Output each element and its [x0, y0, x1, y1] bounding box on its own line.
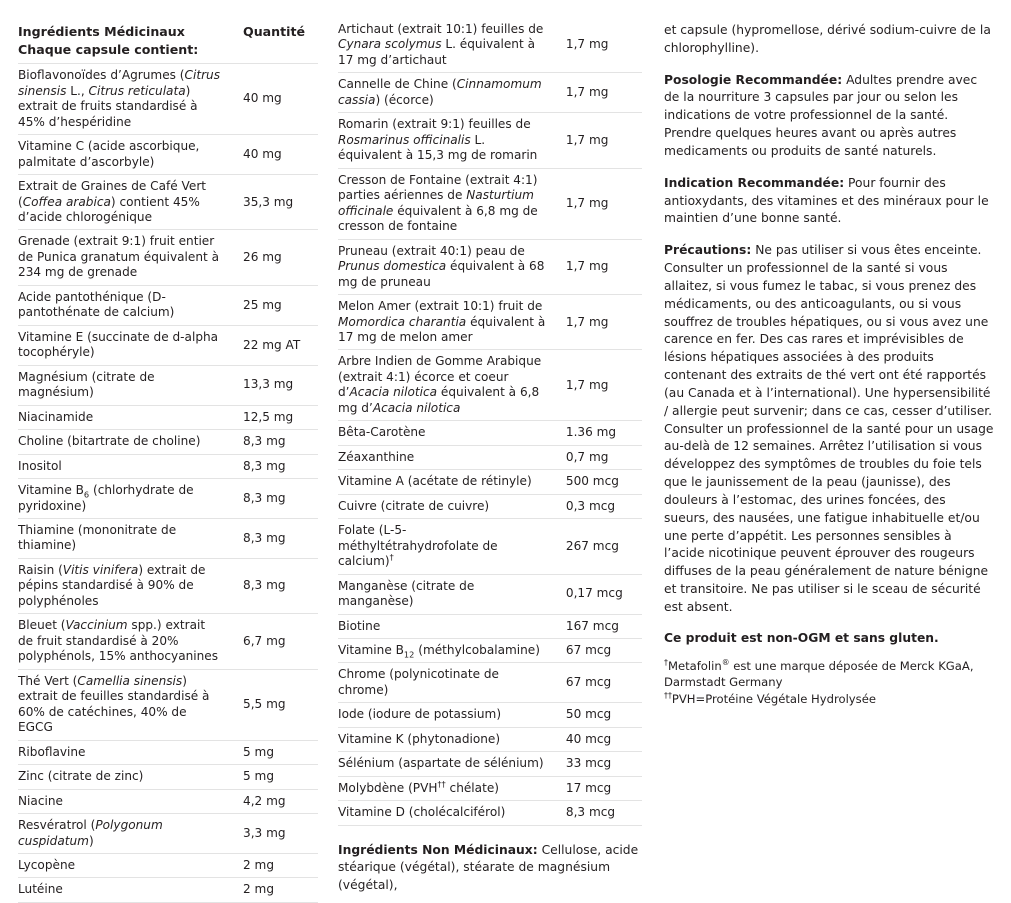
- ingredient-row: [18, 135, 318, 175]
- ingredient-row: [338, 703, 642, 727]
- ingredient-name: Thé Vert (Camellia sinensis) extrait de feuilles standardisé à 60% de catéchines, 40% de EGCG: [18, 670, 234, 741]
- medicinal-ingredients-column-1: [18, 20, 318, 903]
- non-medicinal-heading: Ingrédients Non Médicinaux:: [338, 842, 538, 857]
- header-ingredients-label: Ingrédients Médicinaux: [18, 24, 185, 39]
- indication-heading: Indication Recommandée:: [664, 175, 845, 190]
- ingredient-quantity: 1,7 mg: [557, 350, 642, 421]
- ingredient-name: Pruneau (extrait 40:1) peau de Prunus domestica équivalent à 68 mg de pruneau: [338, 240, 557, 295]
- ingredients-table-1-body: [18, 20, 318, 64]
- ingredient-quantity: 1,7 mg: [557, 240, 642, 295]
- footnote: †Metafolin® est une marque déposée de Merck KGaA, Darmstadt Germany: [664, 657, 974, 690]
- ingredient-name: Cuivre (citrate de cuivre): [338, 495, 557, 519]
- ingredient-row: [338, 446, 642, 470]
- ingredient-row: [338, 639, 642, 663]
- ingredient-name: Artichaut (extrait 10:1) feuilles de Cynara scolymus L. équivalent à 17 mg d’artichaut: [338, 20, 557, 73]
- ingredient-quantity: 67 mcg: [557, 639, 642, 663]
- ingredient-row: [18, 559, 318, 614]
- ingredient-quantity: 40 mg: [234, 64, 318, 135]
- ingredient-row: [18, 455, 318, 479]
- ingredient-row: [18, 854, 318, 878]
- ingredient-row: [18, 741, 318, 765]
- ingredient-row: [338, 350, 642, 421]
- ingredient-quantity: 500 mcg: [557, 470, 642, 494]
- posology-text: Adultes prendre avec de la nourriture 3 capsules par jour ou selon les indications de votre professionnel de la santé. Prendre quelques heures avant ou après autres medicaments ou produits de santé naturels.: [664, 72, 978, 158]
- ingredient-quantity: 1,7 mg: [557, 295, 642, 350]
- ingredient-name: Magnésium (citrate de magnésium): [18, 366, 234, 406]
- ingredient-quantity: 26 mg: [234, 230, 318, 285]
- ingredient-name: Zéaxanthine: [338, 446, 557, 470]
- ingredients-rows-2: [338, 20, 642, 826]
- ingredient-quantity: 0,3 mcg: [557, 495, 642, 519]
- ingredient-quantity: 1,7 mg: [557, 169, 642, 240]
- ingredient-row: [338, 240, 642, 295]
- ingredient-row: [18, 230, 318, 285]
- ingredient-name: Vitamine A (acétate de rétinyle): [338, 470, 557, 494]
- table-header-row: [18, 20, 318, 41]
- ingredient-row: [18, 878, 318, 902]
- ingredient-name: Lutéine: [18, 878, 234, 902]
- ingredient-row: [338, 20, 642, 73]
- precautions-text: Ne pas utiliser si vous êtes enceinte. Consulter un professionnel de la santé si vous allaitez, si vous fumez le tabac, si vous prenez des médicaments, ou des anticoagulants, ou si vous souffrez de troubles hépatiques, ou si vous avez une carence en fer. Des cas rares et imprévisibles de lésions hépatiques associées à des produits contenant des extraits de thé vert ont été rapportés (au Canada et à l’international). Une hypersensibilité / allergie peut survenir; dans ce cas, cesser d’utiliser. Consulter un professionnel de la santé pour un usage au-delà de 12 semaines. Arrêtez l’utilisation si vous développez des symptômes de troubles du foie tels que le jaunissement de la peau (jaunisse), des douleurs à l’estomac, des urines foncées, des sueurs, des nausées, une fatigue inhabituelle et/ou une perte d’appétit. Les personnes sensibles à l’acide nicotinique peuvent éprouver des rougeurs diffuses de la peau généralement de nature bénigne et transitoire. Ne pas utiliser si le sceau de sécurité est absent.: [664, 243, 994, 614]
- ingredient-name: Arbre Indien de Gomme Arabique (extrait 4:1) écorce et coeur d’Acacia nilotica équivalent à 6,8 mg d’Acacia nilotica: [338, 350, 557, 421]
- ingredient-row: [338, 519, 642, 574]
- ingredient-quantity: 0,7 mg: [557, 446, 642, 470]
- ingredient-name: Grenade (extrait 9:1) fruit entier de Punica granatum équivalent à 234 mg de grenade: [18, 230, 234, 285]
- ingredient-quantity: 5 mg: [234, 765, 318, 789]
- ingredient-row: [18, 670, 318, 741]
- ingredient-quantity: 1,7 mg: [557, 20, 642, 73]
- ingredient-quantity: 35,3 mg: [234, 175, 318, 230]
- ingredient-quantity: 8,3 mg: [234, 455, 318, 479]
- ingredient-name: Zinc (citrate de zinc): [18, 765, 234, 789]
- ingredient-row: [18, 614, 318, 669]
- non-medicinal-ingredients-paragraph: [338, 842, 642, 894]
- ingredient-quantity: 8,3 mcg: [557, 801, 642, 825]
- non-gmo-gluten-free-claim: Ce produit est non-OGM et sans gluten.: [664, 630, 939, 645]
- ingredient-name: Sélénium (aspartate de sélénium): [338, 752, 557, 776]
- indication-text: Pour fournir des antioxydants, des vitamines et des minéraux pour le maintien d’une bonne santé.: [664, 175, 989, 226]
- ingredient-quantity: 5,5 mg: [234, 670, 318, 741]
- subheader-each-capsule-contains: Chaque capsule contient:: [18, 41, 234, 64]
- ingredient-quantity: 50 mcg: [557, 703, 642, 727]
- directions-and-warnings-column: [664, 20, 994, 707]
- ingredient-name: Riboflavine: [18, 741, 234, 765]
- non-medicinal-continued-paragraph: et capsule (hypromellose, dérivé sodium-cuivre de la chlorophylline).: [664, 23, 991, 55]
- table-subheader-row: [18, 41, 318, 64]
- ingredient-name: Vitamine $B_{12}$ (méthylcobalamine): [338, 639, 557, 663]
- ingredient-name: Acide pantothénique (D-pantothénate de calcium): [18, 286, 234, 326]
- ingredient-name: Niacine: [18, 790, 234, 814]
- ingredient-quantity: 8,3 mg: [234, 479, 318, 519]
- ingredient-name: Vitamine D (cholécalciférol): [338, 801, 557, 825]
- ingredient-row: [18, 430, 318, 454]
- ingredient-row: [338, 113, 642, 168]
- ingredient-row: [338, 752, 642, 776]
- ingredient-name: Bleuet (Vaccinium spp.) extrait de fruit standardisé à 20% polyphénols, 15% anthocyanines: [18, 614, 234, 669]
- ingredient-row: [338, 169, 642, 240]
- ingredient-row: [338, 615, 642, 639]
- ingredient-quantity: 1,7 mg: [557, 73, 642, 113]
- subheader-quantity-spacer: [234, 41, 318, 64]
- ingredient-name: Inositol: [18, 455, 234, 479]
- footnote: ††PVH=Protéine Végétale Hydrolysée: [664, 690, 876, 706]
- ingredient-quantity: 6,7 mg: [234, 614, 318, 669]
- ingredient-row: [18, 286, 318, 326]
- ingredient-quantity: 33 mcg: [557, 752, 642, 776]
- ingredient-row: [18, 366, 318, 406]
- ingredient-name: Vitamine K (phytonadione): [338, 728, 557, 752]
- ingredient-quantity: 1.36 mg: [557, 421, 642, 445]
- ingredient-row: [338, 728, 642, 752]
- ingredient-quantity: 167 mcg: [557, 615, 642, 639]
- ingredient-name: Romarin (extrait 9:1) feuilles de Rosmarinus officinalis L. équivalent à 15,3 mg de romarin: [338, 113, 557, 168]
- ingredient-row: [18, 64, 318, 135]
- posology-heading: Posologie Recommandée:: [664, 72, 843, 87]
- ingredient-quantity: 8,3 mg: [234, 430, 318, 454]
- ingredient-row: [18, 814, 318, 854]
- ingredient-name: Vitamine C (acide ascorbique, palmitate d’ascorbyle): [18, 135, 234, 175]
- ingredient-row: [18, 519, 318, 559]
- ingredient-quantity: 1,7 mg: [557, 113, 642, 168]
- ingredient-row: [338, 295, 642, 350]
- ingredient-name: Choline (bitartrate de choline): [18, 430, 234, 454]
- ingredients-table-2: [338, 20, 642, 826]
- ingredient-row: [338, 421, 642, 445]
- posology-paragraph: [664, 72, 994, 161]
- ingredient-name: Bioflavonoïdes d’Agrumes (Citrus sinensis L., Citrus reticulata) extrait de fruits standardisé à 45% d’hespéridine: [18, 64, 234, 135]
- ingredient-name: Bêta-Carotène: [338, 421, 557, 445]
- ingredient-row: [338, 575, 642, 615]
- ingredient-row: [338, 777, 642, 801]
- ingredient-quantity: 4,2 mg: [234, 790, 318, 814]
- ingredient-row: [338, 73, 642, 113]
- ingredient-quantity: 8,3 mg: [234, 519, 318, 559]
- ingredient-quantity: 2 mg: [234, 878, 318, 902]
- ingredient-quantity: 40 mcg: [557, 728, 642, 752]
- ingredient-quantity: 22 mg AT: [234, 326, 318, 366]
- ingredient-quantity: 0,17 mcg: [557, 575, 642, 615]
- ingredient-quantity: 13,3 mg: [234, 366, 318, 406]
- ingredient-row: [338, 801, 642, 825]
- ingredient-quantity: 17 mcg: [557, 777, 642, 801]
- ingredient-row: [18, 406, 318, 430]
- ingredient-quantity: 40 mg: [234, 135, 318, 175]
- medicinal-ingredients-column-2: [338, 20, 642, 894]
- ingredient-name: Extrait de Graines de Café Vert (Coffea arabica) contient 45% d’acide chlorogénique: [18, 175, 234, 230]
- ingredient-row: [338, 470, 642, 494]
- ingredient-quantity: 3,3 mg: [234, 814, 318, 854]
- ingredient-name: Cannelle de Chine (Cinnamomum cassia) (écorce): [338, 73, 557, 113]
- ingredient-row: [18, 326, 318, 366]
- ingredient-name: Raisin (Vitis vinifera) extrait de pépins standardisé à 90% de polyphénoles: [18, 559, 234, 614]
- ingredient-name: Vitamine E (succinate de d-alpha tocophéryle): [18, 326, 234, 366]
- ingredient-name: Niacinamide: [18, 406, 234, 430]
- ingredient-name: Molybdène (PVH†† chélate): [338, 777, 557, 801]
- ingredients-rows-1: [18, 64, 318, 903]
- ingredient-name: Lycopène: [18, 854, 234, 878]
- ingredient-row: [338, 663, 642, 703]
- precautions-heading: Précautions:: [664, 243, 752, 258]
- ingredient-name: Folate (L-5-méthyltétrahydrofolate de calcium)†: [338, 519, 557, 574]
- ingredient-quantity: 5 mg: [234, 741, 318, 765]
- ingredient-name: Resvératrol (Polygonum cuspidatum): [18, 814, 234, 854]
- ingredient-name: Vitamine $B_6$ (chlorhydrate de pyridoxine): [18, 479, 234, 519]
- ingredient-quantity: 2 mg: [234, 854, 318, 878]
- ingredient-quantity: 25 mg: [234, 286, 318, 326]
- ingredient-row: [18, 175, 318, 230]
- ingredient-name: Biotine: [338, 615, 557, 639]
- ingredient-row: [18, 479, 318, 519]
- ingredient-name: Manganèse (citrate de manganèse): [338, 575, 557, 615]
- ingredient-name: Chrome (polynicotinate de chrome): [338, 663, 557, 703]
- header-quantity-label: Quantité: [243, 24, 306, 39]
- ingredient-name: Cresson de Fontaine (extrait 4:1) parties aériennes de Nasturtium officinale équivalent à 6,8 mg de cresson de fontaine: [338, 169, 557, 240]
- ingredient-row: [18, 790, 318, 814]
- ingredient-row: [338, 495, 642, 519]
- non-medicinal-text: Cellulose, acide stéarique (végétal), stéarate de magnésium (végétal),: [338, 842, 639, 892]
- ingredient-row: [18, 765, 318, 789]
- ingredient-quantity: 8,3 mg: [234, 559, 318, 614]
- ingredient-name: Melon Amer (extrait 10:1) fruit de Momordica charantia équivalent à 17 mg de melon amer: [338, 295, 557, 350]
- ingredients-table-1: [18, 20, 318, 903]
- ingredient-quantity: 67 mcg: [557, 663, 642, 703]
- ingredient-name: Iode (iodure de potassium): [338, 703, 557, 727]
- ingredient-quantity: 12,5 mg: [234, 406, 318, 430]
- indication-paragraph: [664, 175, 994, 228]
- footnotes-block: [664, 658, 994, 707]
- ingredient-name: Thiamine (mononitrate de thiamine): [18, 519, 234, 559]
- precautions-paragraph: [664, 242, 994, 616]
- ingredient-quantity: 267 mcg: [557, 519, 642, 574]
